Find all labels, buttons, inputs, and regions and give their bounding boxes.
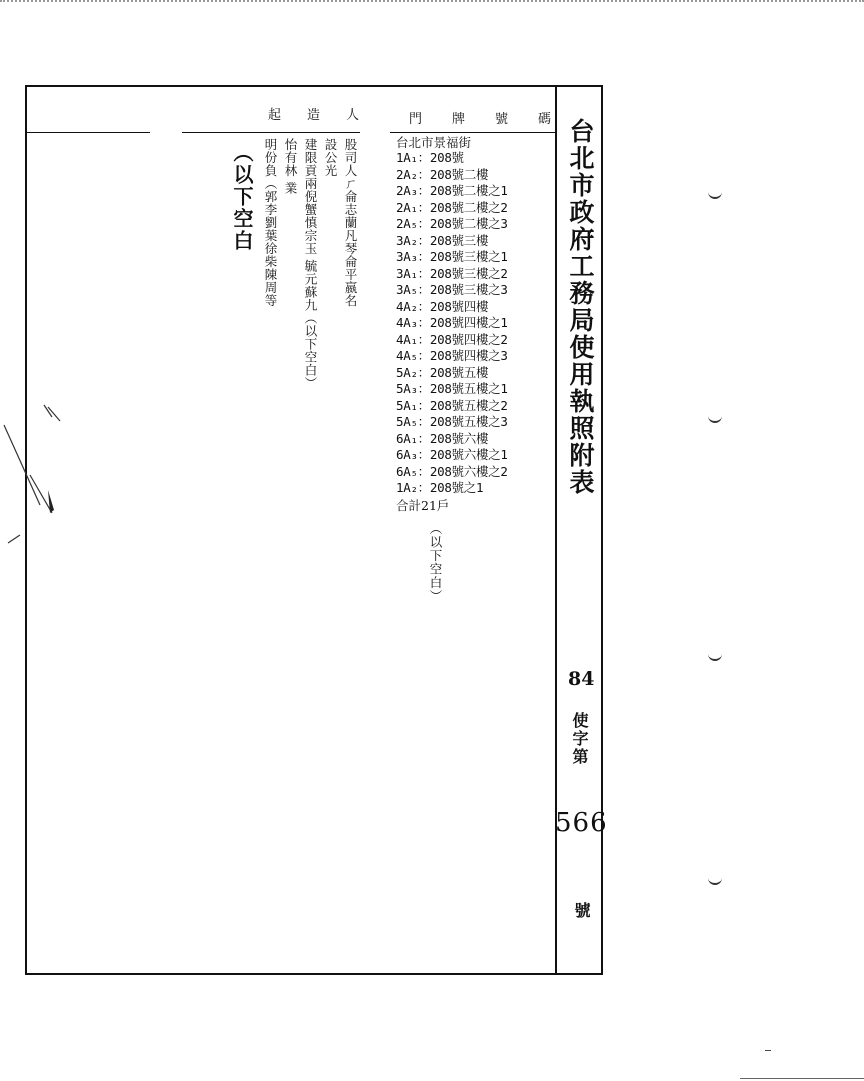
scan-edge-noise [0, 0, 864, 6]
scan-bottom-line [740, 1078, 864, 1079]
header-divider [27, 132, 555, 133]
door-number-row: 4A₁：208號四樓之2 [396, 331, 508, 347]
door-number-row: 3A₁：208號三樓之2 [396, 265, 508, 281]
door-number-row: 4A₂：208號四樓 [396, 298, 489, 314]
door-number-row: 5A₅：208號五樓之3 [396, 414, 508, 429]
title-column-divider [555, 87, 557, 973]
door-number-row: 1A₂：208號之1 [396, 480, 484, 495]
license-serial-number: 566 [555, 808, 608, 838]
door-number-row: 6A₅：208號六樓之2 [396, 463, 508, 479]
door-number-row: 3A₃：208號三樓之1 [396, 249, 508, 264]
door-number-row: 5A₂：208號五樓 [396, 364, 489, 380]
builder-line: 明份負（郭李劉葉徐柴陳周等 [263, 138, 278, 307]
margin-tick-mark [708, 652, 722, 661]
builder-line: 怡有林 業 [283, 138, 298, 195]
builder-line: 股司人ㄏ侖志蘭凡琴侖平嬴名 [343, 138, 358, 307]
license-number-suffix: 號 [572, 902, 591, 918]
margin-tick-mark [708, 414, 722, 423]
door-number-row: 1A₁：208號 [396, 150, 464, 165]
margin-scan-smudge [0, 395, 70, 555]
door-number-column-header: 門牌號碼 [409, 112, 582, 127]
license-word-label: 使字第 [570, 712, 589, 766]
door-number-row: 5A₃：208號五樓之1 [396, 381, 508, 396]
builder-line: 建限貢兩倪蟹慎宗玉 毓元蘇九（以下空白） [303, 138, 318, 390]
header-divider-gap [150, 128, 182, 136]
door-number-row: 4A₅：208號四樓之3 [396, 348, 508, 363]
margin-tick-mark [708, 190, 722, 199]
household-total: 合計21戶 [396, 498, 450, 513]
header-divider-gap [360, 128, 390, 136]
builder-line: 設公光 [323, 138, 338, 177]
door-number-row: 3A₂：208號三樓 [396, 232, 489, 248]
door-number-row: 4A₃：208號四樓之1 [396, 315, 508, 330]
builder-column-header: 起造人 [268, 108, 386, 123]
form-title: 台北市政府工務局使用執照附表 [566, 118, 595, 496]
door-number-row: 5A₁：208號五樓之2 [396, 397, 508, 413]
builders-blank-note: （以下空白 [230, 142, 254, 252]
door-number-row: 3A₅：208號三樓之3 [396, 282, 508, 297]
door-number-row: 6A₁：208號六樓 [396, 430, 489, 446]
street-name: 台北市景福街 [396, 135, 472, 150]
door-number-row: 2A₁：208號二樓之2 [396, 199, 508, 215]
door-number-row: 6A₃：208號六樓之1 [396, 447, 508, 462]
scan-dash-mark [765, 1050, 771, 1051]
builder-list [262, 138, 358, 389]
license-year-number: 84 [568, 668, 595, 690]
door-number-list [396, 136, 554, 497]
door-number-row: 2A₂：208號二樓 [396, 166, 489, 182]
margin-tick-mark [708, 876, 722, 885]
door-number-row: 2A₃：208號二樓之1 [396, 183, 508, 198]
door-number-row: 2A₅：208號二樓之3 [396, 216, 508, 231]
doors-blank-note: （以下空白） [428, 522, 443, 603]
